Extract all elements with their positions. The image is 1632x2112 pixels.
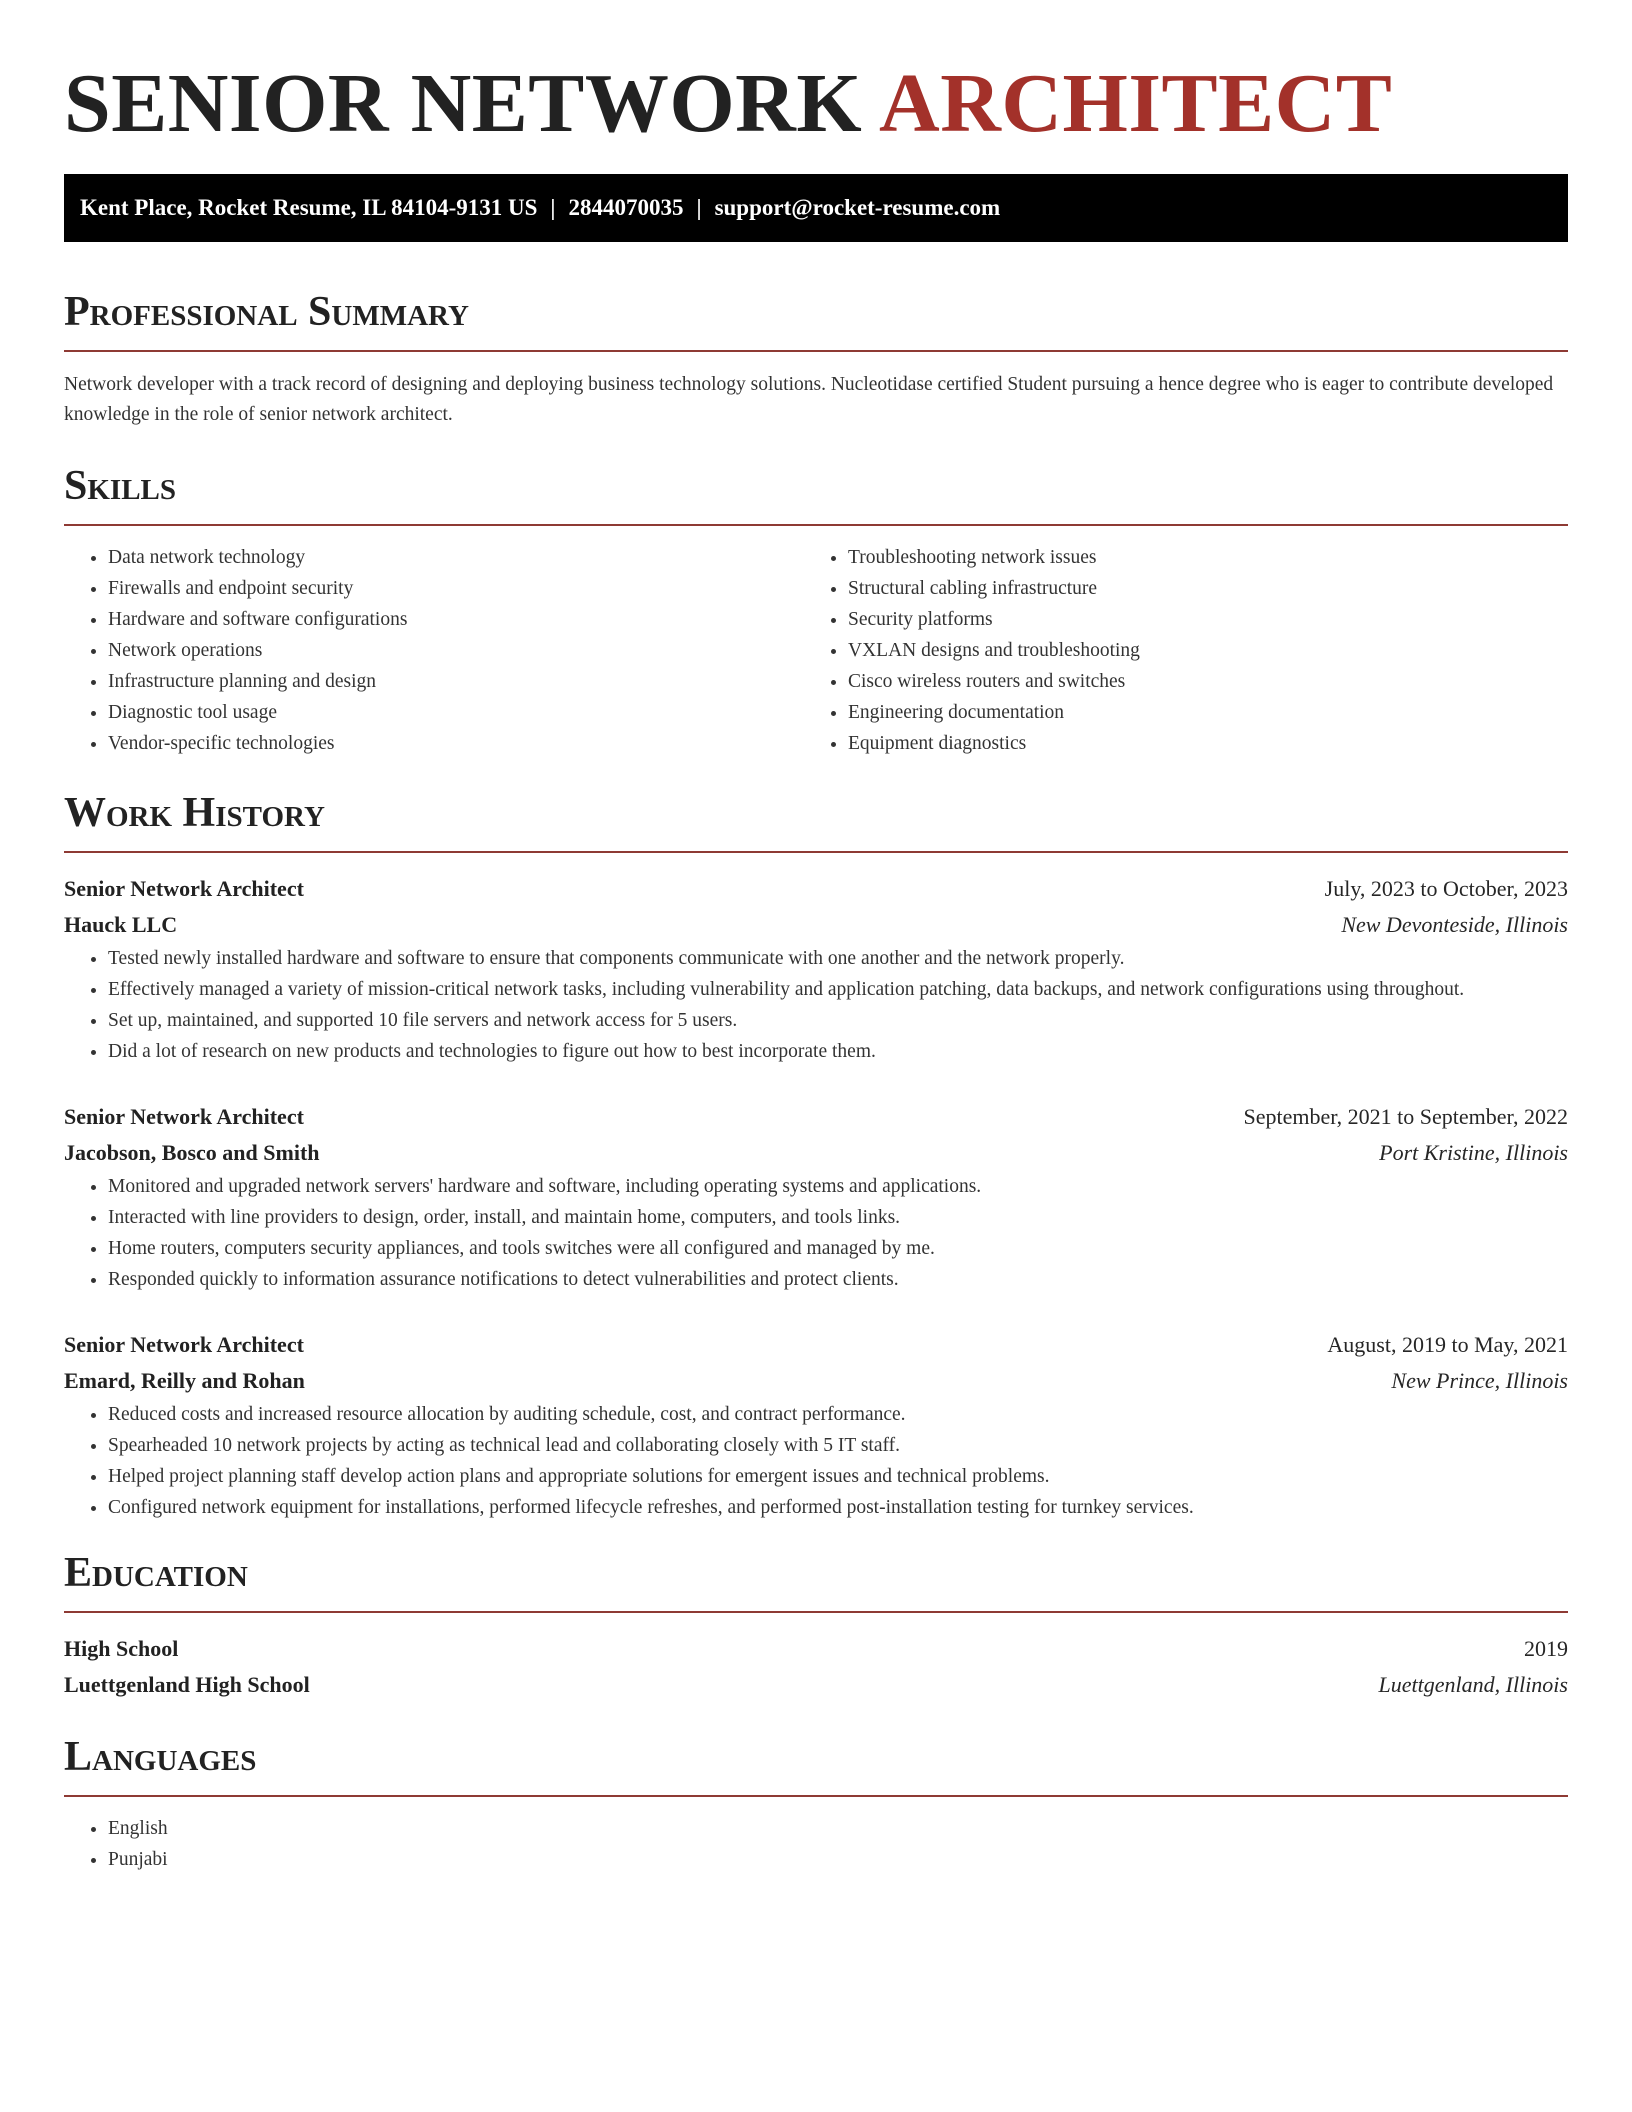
skills-section: [64, 462, 1568, 759]
skill-item: • Data network technology: [108, 542, 804, 573]
job-bullets: [64, 943, 1568, 1067]
summary-section: [64, 288, 1568, 430]
skills-heading: Skills: [64, 463, 177, 509]
education-school: Luettgenland High School: [64, 1672, 310, 1697]
resume-title: [64, 0, 1568, 154]
job-bullet: • Helped project planning staff develop action plans and appropriate solutions for emergent issues and technical problems.: [108, 1461, 1568, 1492]
skills-grid: [64, 542, 1568, 759]
job-header: [64, 871, 1568, 907]
languages-section: [64, 1733, 1568, 1875]
education-location: Luettgenland, Illinois: [1378, 1672, 1568, 1697]
job-company: Hauck LLC: [64, 912, 178, 937]
job-bullet: • Tested newly installed hardware and software to ensure that components communicate with one another and the network properly.: [108, 943, 1568, 974]
languages-heading: Languages: [64, 1734, 257, 1780]
job-title: Senior Network Architect: [64, 1332, 304, 1357]
skill-item: • Troubleshooting network issues: [848, 542, 1568, 573]
title-accent: ARCHITECT: [879, 57, 1393, 150]
summary-text: Network developer with a track record of designing and deploying business technology solutions. Nucleotidase certified Student pursuing a hence degree who is eager to contribute developed knowledge in the role of senior network architect.: [64, 374, 1554, 425]
section-divider: [64, 350, 1568, 352]
job-bullet: • Did a lot of research on new products and technologies to figure out how to best incorporate them.: [108, 1036, 1568, 1067]
job-subheader: [64, 1135, 1568, 1171]
contact-bar: [64, 174, 1568, 242]
skills-list-right: [804, 542, 1568, 759]
contact-address: Kent Place, Rocket Resume, IL 84104-9131 US: [80, 195, 538, 220]
job-dates: July, 2023 to October, 2023: [1324, 876, 1568, 901]
job-bullet: • Home routers, computers security appliances, and tools switches were all configured and managed by me.: [108, 1233, 1568, 1264]
job-title: Senior Network Architect: [64, 1104, 304, 1129]
education-year: 2019: [1524, 1636, 1568, 1661]
job-company: Emard, Reilly and Rohan: [64, 1368, 305, 1393]
job-bullet: • Responded quickly to information assurance notifications to detect vulnerabilities and protect clients.: [108, 1264, 1568, 1295]
education-heading: Education: [64, 1550, 248, 1596]
skill-item: • Infrastructure planning and design: [108, 666, 804, 697]
job-bullet: • Effectively managed a variety of mission-critical network tasks, including vulnerability and application patching, data backups, and network configurations using throughout.: [108, 974, 1568, 1005]
skill-item: • Vendor-specific technologies: [108, 728, 804, 759]
job-title: Senior Network Architect: [64, 876, 304, 901]
title-main: SENIOR NETWORK: [64, 57, 863, 150]
education-degree: High School: [64, 1636, 179, 1661]
job-bullet: • Set up, maintained, and supported 10 file servers and network access for 5 users.: [108, 1005, 1568, 1036]
job-entry: [64, 1099, 1568, 1295]
job-bullet: • Configured network equipment for installations, performed lifecycle refreshes, and performed post-installation testing for turnkey services.: [108, 1492, 1568, 1523]
section-divider: [64, 524, 1568, 526]
section-divider: [64, 1611, 1568, 1613]
job-bullet: • Monitored and upgraded network servers' hardware and software, including operating systems and applications.: [108, 1171, 1568, 1202]
job-dates: September, 2021 to September, 2022: [1243, 1104, 1568, 1129]
job-bullets: [64, 1399, 1568, 1523]
skill-item: • Equipment diagnostics: [848, 728, 1568, 759]
job-bullet: • Interacted with line providers to design, order, install, and maintain home, computers, and tools links.: [108, 1202, 1568, 1233]
skill-item: • Diagnostic tool usage: [108, 697, 804, 728]
summary-heading: Professional Summary: [64, 289, 469, 335]
skill-item: • VXLAN designs and troubleshooting: [848, 635, 1568, 666]
skill-item: • Structural cabling infrastructure: [848, 573, 1568, 604]
contact-phone: 2844070035: [568, 195, 684, 220]
skill-item: • Firewalls and endpoint security: [108, 573, 804, 604]
skills-list-left: [64, 542, 804, 759]
section-divider: [64, 851, 1568, 853]
job-bullets: [64, 1171, 1568, 1295]
job-dates: August, 2019 to May, 2021: [1327, 1332, 1568, 1357]
skill-item: • Security platforms: [848, 604, 1568, 635]
job-subheader: [64, 907, 1568, 943]
job-location: New Prince, Illinois: [1391, 1368, 1568, 1393]
job-entry: [64, 1327, 1568, 1523]
job-header: [64, 1099, 1568, 1135]
education-subheader: [64, 1667, 1568, 1703]
contact-separator: |: [696, 195, 702, 220]
section-divider: [64, 1795, 1568, 1797]
job-location: Port Kristine, Illinois: [1379, 1140, 1568, 1165]
education-header: [64, 1631, 1568, 1667]
education-entry: [64, 1631, 1568, 1703]
job-bullet: • Reduced costs and increased resource allocation by auditing schedule, cost, and contract performance.: [108, 1399, 1568, 1430]
skill-item: • Network operations: [108, 635, 804, 666]
skill-item: • Cisco wireless routers and switches: [848, 666, 1568, 697]
work-history-section: [64, 789, 1568, 1523]
education-section: [64, 1549, 1568, 1703]
skill-item: • Engineering documentation: [848, 697, 1568, 728]
languages-list: [64, 1813, 1568, 1875]
job-bullet: • Spearheaded 10 network projects by acting as technical lead and collaborating closely with 5 IT staff.: [108, 1430, 1568, 1461]
language-item: • English: [108, 1813, 1568, 1844]
job-entry: [64, 871, 1568, 1067]
contact-separator: |: [550, 195, 556, 220]
job-subheader: [64, 1363, 1568, 1399]
work-history-heading: Work History: [64, 790, 325, 836]
job-company: Jacobson, Bosco and Smith: [64, 1140, 320, 1165]
job-header: [64, 1327, 1568, 1363]
skill-item: • Hardware and software configurations: [108, 604, 804, 635]
contact-email: support@rocket-resume.com: [714, 195, 1001, 220]
job-location: New Devonteside, Illinois: [1341, 912, 1568, 937]
language-item: • Punjabi: [108, 1844, 1568, 1875]
